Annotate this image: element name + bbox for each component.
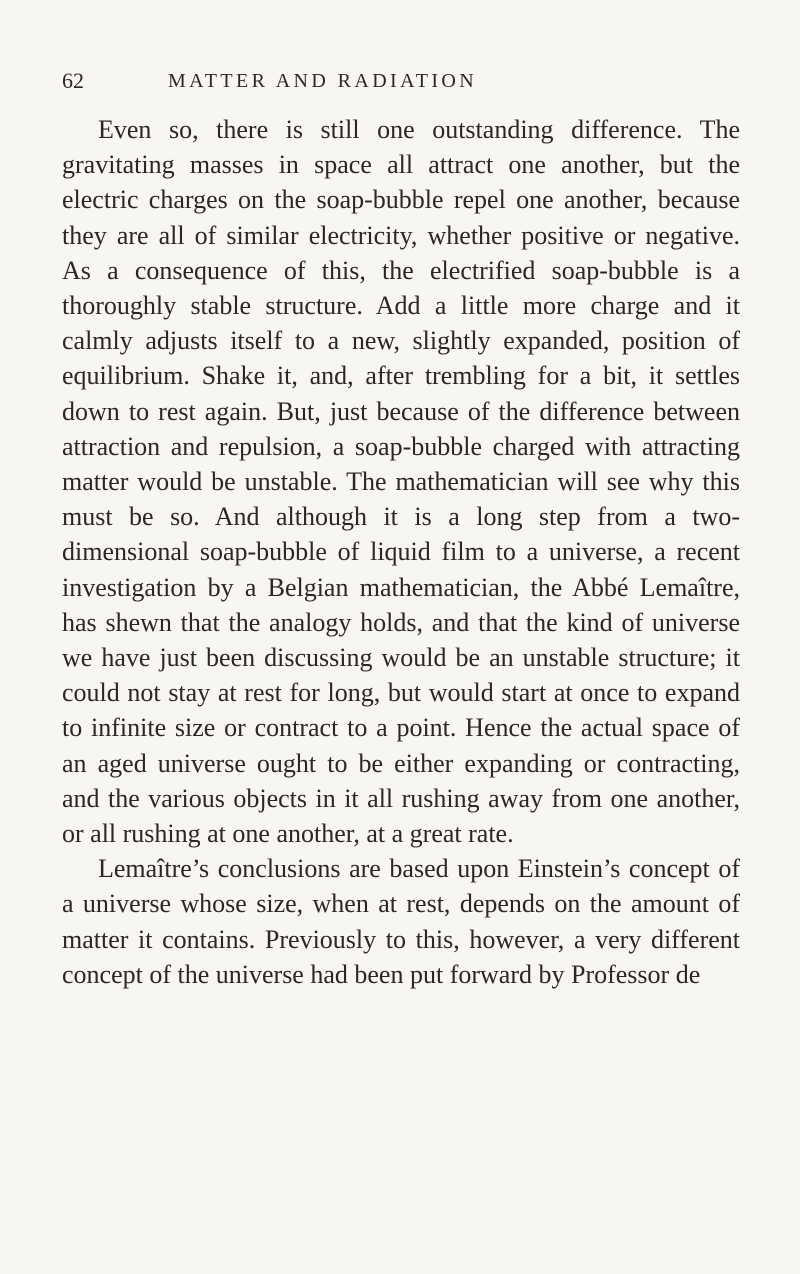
running-title: MATTER AND RADIATION xyxy=(168,70,478,92)
page-number: 62 xyxy=(62,68,84,93)
paragraph: Lemaître’s conclusions are based upon Einstein’s concept of a universe whose size, when at rest, depends on the amount of matter it contains. Previously to this, however, a very different concept of the universe had been put forward by Professor de xyxy=(62,854,740,989)
running-head xyxy=(62,66,740,96)
paragraph: Even so, there is still one outstanding difference. The gravitating masses in space all attract one another, but the electric charges on the soap-bubble repel one another, because they are all of similar electricity, whether positive or negative. As a consequence of this, the electrified soap-bubble is a thoroughly stable structure. Add a little more charge and it calmly adjusts itself to a new, slightly expanded, position of equilibrium. Shake it, and, after trembling for a bit, it settles down to rest again. But, just because of the difference between attraction and repulsion, a soap-bubble charged with attracting matter would be unstable. The mathematician will see why this must be so. And although it is a long step from a two-dimensional soap-bubble of liquid film to a universe, a recent investigation by a Belgian mathematician, the Abbé Lemaître, has shewn that the analogy holds, and that the kind of universe we have just been discussing would be an unstable structure; it could not stay at rest for long, but would start at once to expand to infinite size or contract to a point. Hence the actual space of an aged universe ought to be either expanding or contracting, and the various objects in it all rushing away from one another, or all rushing at one another, at a great rate. xyxy=(62,115,740,849)
body-text xyxy=(62,112,740,992)
